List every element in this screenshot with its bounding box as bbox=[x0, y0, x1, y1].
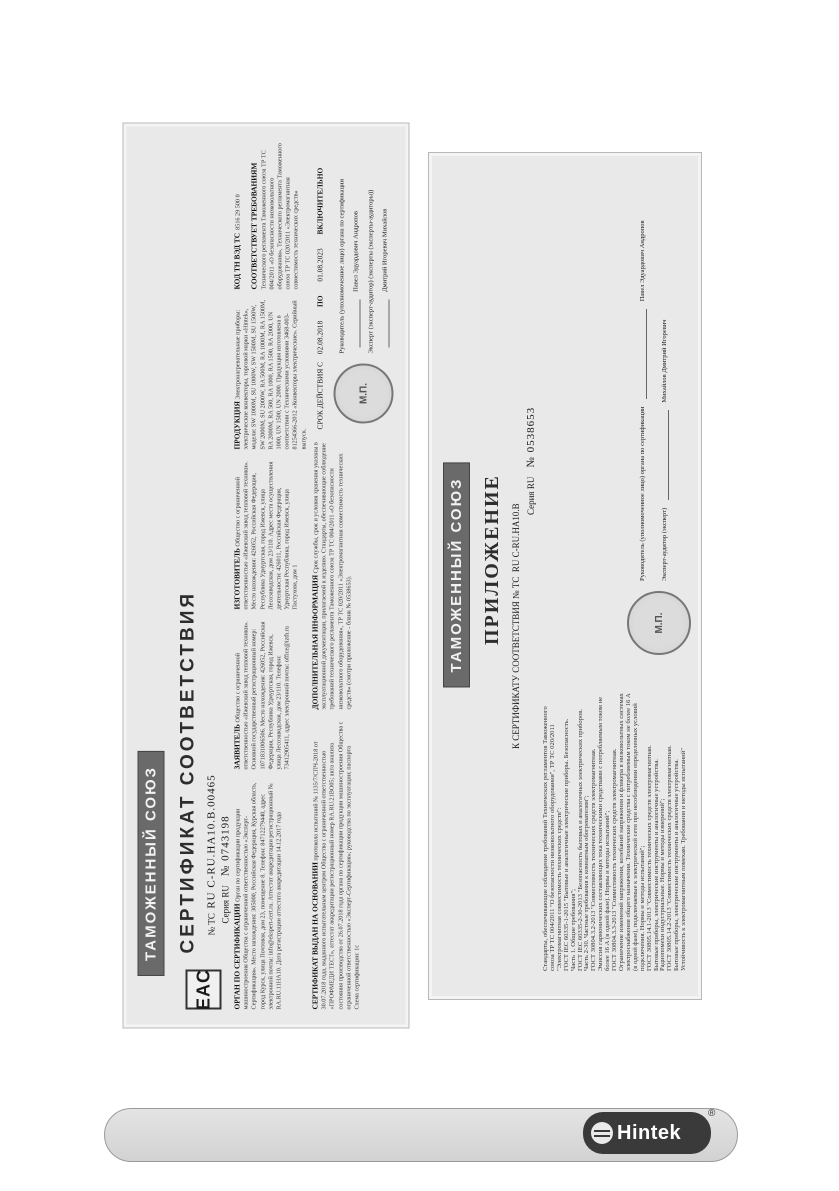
number-value: RU C-RU.HA10.B.00465 bbox=[205, 773, 217, 909]
body-line: ГОСТ 30805.14.2-2013 "Совместимость технических средств электромагнитная. bbox=[666, 745, 674, 971]
scheme-text: Схема сертификации: 1с bbox=[353, 944, 361, 1009]
body-line: Бытовые приборы, электрические инструменты и аналогичные устройства. bbox=[673, 759, 681, 971]
appendix-head-name: Павел Эдуардович Андропов bbox=[639, 220, 646, 302]
certificate-series bbox=[219, 815, 231, 923]
extra-section bbox=[311, 439, 353, 709]
expert-signature-row bbox=[366, 143, 389, 353]
maker-section bbox=[233, 459, 300, 609]
appendix-expert-signature bbox=[655, 410, 669, 500]
body-line: более 16 А (в одной фазе). Нормы и методы испытаний"; bbox=[604, 810, 612, 971]
expert-signature bbox=[375, 299, 389, 347]
appendix-expert-name: Михайлов Дмитрий Игоревич bbox=[661, 319, 668, 403]
date-to: 01.08.2023 bbox=[315, 247, 324, 282]
organ-text: Орган по сертификации продукции машиностроения Общества с ограниченной ответственностью «Эксперт-Сертификация». Место нахождения: 305000, Российская Федерация, Курская область, город Курск, улица Почтовая, дом 23, помещение 8. Телефон: 84712279440, адрес электронной почты: info@ekspert-cert.ru. Аттестат аккредитации регистрационный № RA.RU.11HA10. Дата регистрации аттестата аккредитации 14.12.2017 года bbox=[234, 781, 283, 1009]
body-line: Ограничение изменений напряжения, колебаний напряжения и фликера в низковольтных системах bbox=[617, 693, 625, 971]
applicant-label: ЗАЯВИТЕЛЬ bbox=[232, 723, 241, 769]
expert-role: Эксперт (эксперт-аудитор) (эксперты (эксперты-аудиторы)) bbox=[367, 189, 374, 353]
certificate-title: СЕРТИФИКАТ СООТВЕТСТВИЯ bbox=[177, 590, 198, 953]
eac-logo: EAC bbox=[185, 969, 221, 1009]
registered-mark: ® bbox=[708, 1108, 716, 1119]
applicant-text: Общество с ограниченной ответственностью «Ижевский завод тепловой техники». Основной государственный регистрационный номер: 1071831006506. Место нахождения: 426052, Российская Федерация, Республика Удмуртская, город Ижевск, улица Лесозаводская, дом 23/110. Телефон: 73412905411, адрес электронной почты: office@izth.ru bbox=[234, 620, 291, 769]
hintek-mark-icon bbox=[591, 1122, 613, 1144]
body-line: Устойчивость к электромагнитным помехам. Требования и методы испытаний" bbox=[680, 748, 688, 971]
hintek-logo bbox=[583, 1112, 711, 1154]
body-line: электроснабжения общего назначения. Технические средства с потребляемым током не более 16 А bbox=[624, 693, 632, 971]
appendix-series-label: Серия RU bbox=[526, 476, 536, 515]
certification-stamp bbox=[333, 363, 393, 423]
number-prefix: № ТС bbox=[206, 912, 216, 935]
brand-name: Hintek bbox=[617, 1121, 682, 1144]
stamp-mp: М.П. bbox=[357, 382, 369, 404]
extra-label: ДОПОЛНИТЕЛЬНАЯ ИНФОРМАЦИЯ bbox=[310, 574, 319, 709]
validity-line bbox=[315, 161, 324, 429]
body-line: ГОСТ 30804.3.2-2013 "Совместимость технических средств электромагнитная. bbox=[590, 748, 598, 971]
appendix-expert-role: Эксперт-аудитор (эксперт) bbox=[661, 507, 668, 581]
applicant-section bbox=[233, 619, 291, 769]
body-line: ГОСТ IEC 60335-1-2015 "Бытовые и аналогичные электрические приборы. Безопасность. bbox=[562, 718, 570, 971]
validity-label: СРОК ДЕЙСТВИЯ С bbox=[315, 361, 324, 429]
head-signature-row bbox=[337, 143, 360, 353]
appendix-head-role: Руководитель (уполномоченное лицо) органа по сертификации bbox=[639, 406, 646, 581]
code-section bbox=[233, 139, 301, 289]
body-line: "Электромагнитная совместимость технических средств": bbox=[555, 807, 563, 971]
appendix-signature-block bbox=[633, 171, 669, 581]
customs-union-banner: ТАМОЖЕННЫЙ СОЮЗ bbox=[137, 751, 164, 976]
signature-block bbox=[337, 143, 389, 353]
appendix-stamp-mp: М.П. bbox=[653, 612, 665, 634]
issued-section bbox=[311, 719, 361, 1009]
validity-to: ПО bbox=[315, 294, 324, 307]
organ-section bbox=[233, 779, 283, 1009]
expert-name: Дмитрий Игоревич Михайлов bbox=[381, 208, 388, 292]
body-line: Часть 2-30. Частные требования к комнатным обогревателям"; bbox=[583, 795, 591, 971]
issued-text: протокола испытаний № 1135/7/СПЧ-2018 от 30.07.2018 года, выданного испытательным центром Общества с ограниченной ответственностью «ПРОФМЕДИ ТЕСТ», аттестат аккредитации регистрационный номер RA.RU.21BO05; акта анализа состояния производства от 26.07.2018 года органа по сертификации продукции машиностроения Общества с ограниченной ответственностью «Эксперт-Сертификация»; руководства по эксплуатации; паспорта bbox=[312, 721, 352, 1009]
body-line: Эмиссия гармонических составляющих тока техническими средствами с потребляемым током не bbox=[597, 696, 605, 971]
appendix-series bbox=[525, 407, 537, 515]
extra-text: Срок службы, срок и условия хранения указаны в эксплуатационной документации, прилагаемой к изделию. Стандарты, обеспечивающие соблюдение требований технического регламента Таможенного союза ТР ТС 004/2011 «О безопасности низковольтного оборудования», ТР ТС 020/2011 «Электромагнитная совместимость технических средств» (смотри приложение - бланк № 0538653). bbox=[312, 441, 352, 709]
body-line: Стандарты, обеспечивающие соблюдение требований Технических регламентов Таможенного bbox=[542, 706, 549, 971]
code-value: 8516 29 500 0 bbox=[234, 193, 241, 230]
conform-text: Технического регламента Таможенного союза ТР ТС 004/2011 «О безопасности низковольтного оборудования», Технического регламента Таможенного союза ТР ТС 020/2011 «Электромагнитная совместимость технических средств» bbox=[259, 142, 300, 289]
issued-label: СЕРТИФИКАТ ВЫДАН НА ОСНОВАНИИ bbox=[310, 861, 319, 1009]
head-role: Руководитель (уполномоченное лицо) органа по сертификации bbox=[338, 178, 345, 353]
appendix-page bbox=[428, 152, 702, 1000]
body-line: Бытовые приборы, электрические инструменты и аналогичные устройства. bbox=[652, 759, 660, 971]
conform-label: СООТВЕТСТВУЕТ ТРЕБОВАНИЯМ bbox=[249, 162, 259, 289]
head-signature bbox=[346, 299, 360, 347]
body-line: ГОСТ IEC 60335-2-30-2013 "Безопасность бытовых и аналогичных электрических приборов. bbox=[576, 708, 584, 971]
date-from: 02.08.2018 bbox=[315, 320, 324, 354]
appendix-expert-row bbox=[655, 171, 669, 581]
body-line: ГОСТ 30805.14.1-2013 "Совместимость технических средств электромагнитная. bbox=[645, 745, 653, 971]
validity-inclusive: ВКЛЮЧИТЕЛЬНО bbox=[315, 167, 324, 234]
maker-label: ИЗГОТОВИТЕЛЬ bbox=[232, 547, 241, 609]
maker-text: Общество с ограниченной ответственностью «Ижевский завод тепловой техники». Место нахождения: 426052, Российская Федерация, Республика Удмуртская, город Ижевск, улица Лесозаводская, дом 23/110. Адрес места осуществления деятельности: 426011, Российская Федерация, Удмуртская Республика, город Ижевск, улица Пастухова, дом 1 bbox=[234, 460, 299, 609]
appendix-title: ПРИЛОЖЕНИЕ bbox=[481, 474, 503, 645]
body-line: (в одной фазе), подключаемые к электрической сети при несоблюдении определенных условий bbox=[631, 703, 639, 971]
appendix-subtitle-prefix: К СЕРТИФИКАТУ СООТВЕТСТВИЯ № ТС bbox=[511, 576, 521, 749]
product-section bbox=[233, 299, 308, 449]
body-line: союза ТР ТС 004/2011 "О безопасности низковольтного оборудования", ТР ТС 020/2011 bbox=[548, 724, 556, 971]
appendix-series-number: № 0538653 bbox=[525, 406, 537, 468]
appendix-head-row bbox=[633, 171, 647, 581]
certificate-number bbox=[205, 774, 217, 935]
series-label: Серия RU bbox=[220, 884, 230, 923]
appendix-head-signature bbox=[633, 309, 647, 399]
appendix-subtitle-number: RU C-RU.HA10.B bbox=[511, 503, 521, 573]
body-line: Часть 1. Общие требования"; bbox=[569, 889, 577, 971]
code-label: КОД ТН ВЭД ТС bbox=[232, 232, 241, 289]
appendix-subtitle bbox=[511, 503, 521, 749]
head-name: Павел Эдуардович Андропов bbox=[352, 210, 359, 292]
product-text: Электронагревательные приборы: электрические конвекторы, торговой марки «Hintek», модели: SW 1000M, SU 1000W, SW 1500M, SU 1500W, SW 2000M, SU 2000W, RA 500M, RA 1000M, RA 1500M, RA 2000M, RA 500, RA 1000, RA 1500, RA 2000, UN 1000, UN 1500, UN 2000. Продукция изготовлена в соответствии с Техническими условиями 3468-003-81254366-2012 «Конвекторы электрические». Серийный выпуск. bbox=[234, 299, 307, 449]
body-line: подключения. Нормы и методы испытаний"; bbox=[638, 845, 646, 971]
organ-label: ОРГАН ПО СЕРТИФИКАЦИИ bbox=[232, 902, 241, 1009]
customs-union-banner: ТАМОЖЕННЫЙ СОЮЗ bbox=[443, 463, 470, 688]
certificate-page bbox=[122, 122, 409, 1028]
body-line: Радиопомехи индустриальные. Нормы и методы измерений"; bbox=[659, 798, 667, 971]
series-number: № 0743198 bbox=[219, 814, 231, 876]
appendix-stamp bbox=[627, 591, 691, 655]
body-line: ГОСТ 30804.3.3-2013 "Совместимость технических средств электромагнитная. bbox=[611, 748, 619, 971]
product-label: ПРОДУКЦИЯ bbox=[232, 400, 241, 449]
